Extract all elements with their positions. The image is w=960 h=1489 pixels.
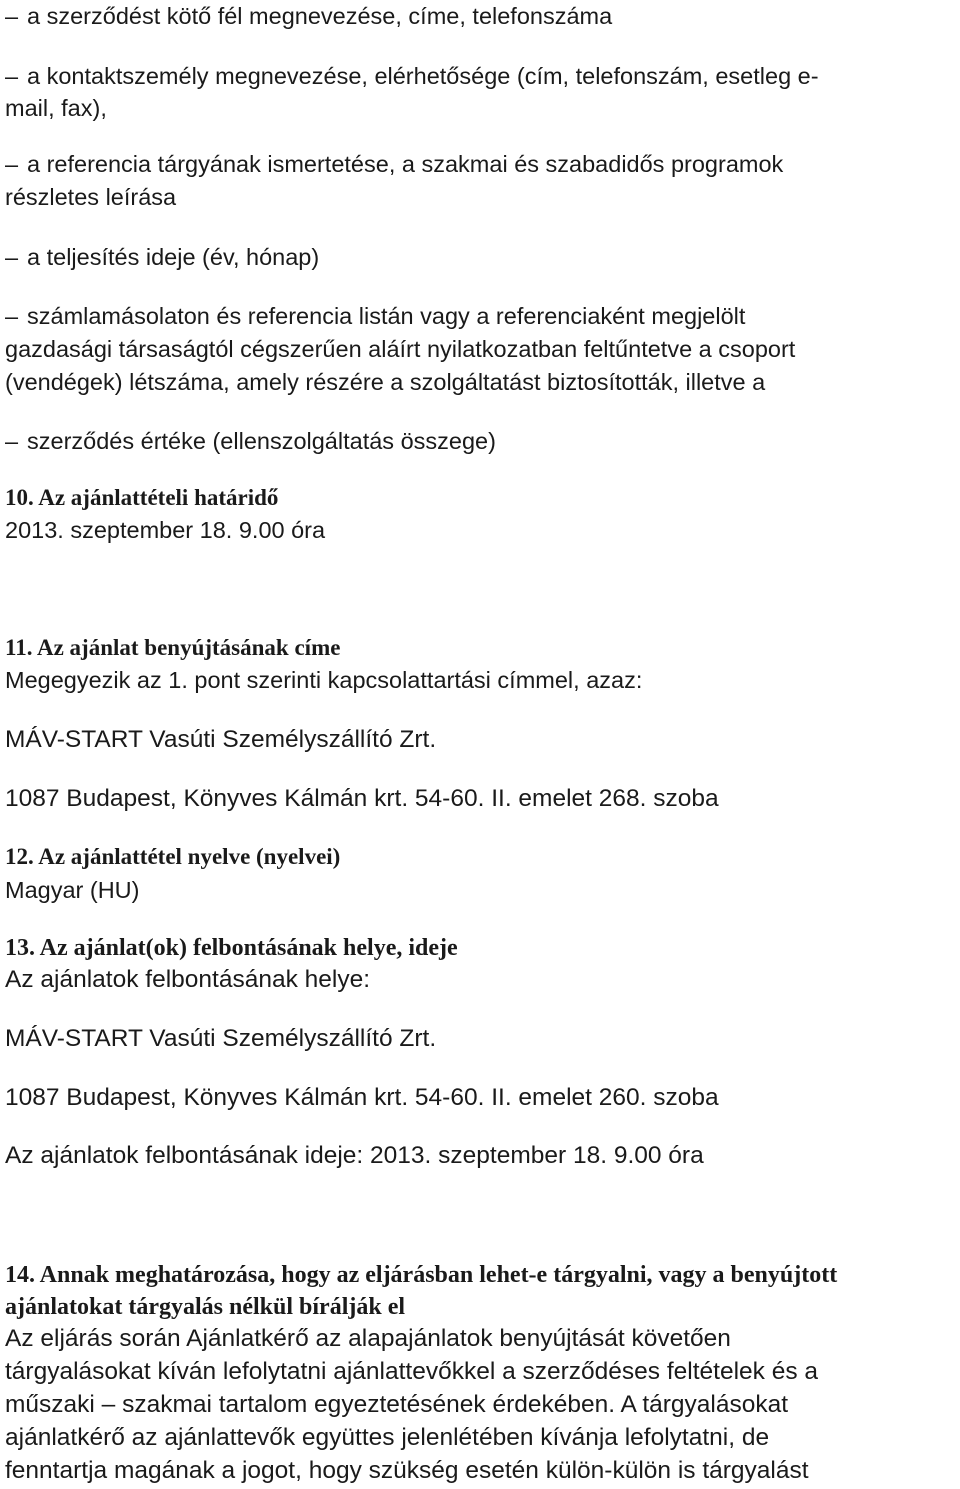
list-item-continuation: (vendégek) létszáma, amely részére a szolgáltatást biztosították, illetve a: [5, 369, 766, 395]
dash-glyph: –: [5, 63, 19, 89]
list-item-text: a teljesítés ideje (év, hónap): [27, 244, 320, 270]
list-item-continuation: részletes leírása: [5, 184, 177, 210]
section-14-heading: 14. Annak meghatározása, hogy az eljárásban lehet-e tárgyalni, vagy a benyújtott: [5, 1262, 838, 1288]
section-11-address: 1087 Budapest, Könyves Kálmán krt. 54-60. II. emelet 268. szoba: [5, 785, 719, 812]
dash-glyph: –: [5, 3, 19, 29]
list-item: [5, 2, 612, 30]
section-14-heading-continuation: ajánlatokat tárgyalás nélkül bírálják el: [5, 1294, 406, 1320]
section-14-body-line: tárgyalásokat kíván lefolytatni ajánlattevőkkel a szerződéses feltételek és a: [5, 1358, 819, 1385]
section-11-heading: 11. Az ajánlat benyújtásának címe: [5, 635, 341, 660]
dash-glyph: –: [5, 151, 19, 177]
list-item: [5, 302, 745, 330]
section-14-body-line: fenntartja magának a jogot, hogy szükség esetén külön-külön is tárgyalást: [5, 1457, 809, 1484]
dash-glyph: –: [5, 428, 19, 454]
section-12-body: Magyar (HU): [5, 877, 140, 903]
section-13-company: MÁV-START Vasúti Személyszállító Zrt.: [5, 1025, 437, 1052]
list-item: [5, 150, 783, 178]
list-item: [5, 427, 496, 455]
list-item-text: a kontaktszemély megnevezése, elérhetősége (cím, telefonszám, esetleg e-: [27, 63, 819, 89]
section-10-body: 2013. szeptember 18. 9.00 óra: [5, 517, 326, 543]
section-14-body-line: műszaki – szakmai tartalom egyeztetésének érdekében. A tárgyalásokat: [5, 1391, 789, 1418]
list-item: [5, 243, 319, 271]
section-14-body-line: Az eljárás során Ajánlatkérő az alapajánlatok benyújtását követően: [5, 1325, 731, 1352]
section-13-date: Az ajánlatok felbontásának ideje: 2013. szeptember 18. 9.00 óra: [5, 1142, 704, 1169]
list-item: [5, 62, 819, 90]
list-item-continuation: gazdasági társaságtól cégszerűen aláírt nyilatkozatban feltűntetve a csoport: [5, 336, 796, 362]
section-13-address: 1087 Budapest, Könyves Kálmán krt. 54-60. II. emelet 260. szoba: [5, 1084, 719, 1111]
section-10-heading: 10. Az ajánlattételi határidő: [5, 485, 279, 510]
list-item-continuation: mail, fax),: [5, 95, 107, 121]
section-11-company: MÁV-START Vasúti Személyszállító Zrt.: [5, 726, 437, 753]
section-11-line: Megegyezik az 1. pont szerinti kapcsolattartási címmel, azaz:: [5, 667, 643, 693]
list-item-text: a szerződést kötő fél megnevezése, címe, telefonszáma: [27, 3, 613, 29]
list-item-text: szerződés értéke (ellenszolgáltatás összege): [27, 428, 496, 454]
section-13-line: Az ajánlatok felbontásának helye:: [5, 966, 371, 993]
list-item-text: a referencia tárgyának ismertetése, a szakmai és szabadidős programok: [27, 151, 784, 177]
section-13-heading: 13. Az ajánlat(ok) felbontásának helye, ideje: [5, 935, 458, 961]
dash-glyph: –: [5, 244, 19, 270]
dash-glyph: –: [5, 303, 19, 329]
section-12-heading: 12. Az ajánlattétel nyelve (nyelvei): [5, 844, 341, 869]
section-14-body-line: ajánlatkérő az ajánlattevők együttes jelenlétében kívánja lefolytatni, de: [5, 1424, 770, 1451]
list-item-text: számlamásolaton és referencia listán vagy a referenciaként megjelölt: [27, 303, 746, 329]
